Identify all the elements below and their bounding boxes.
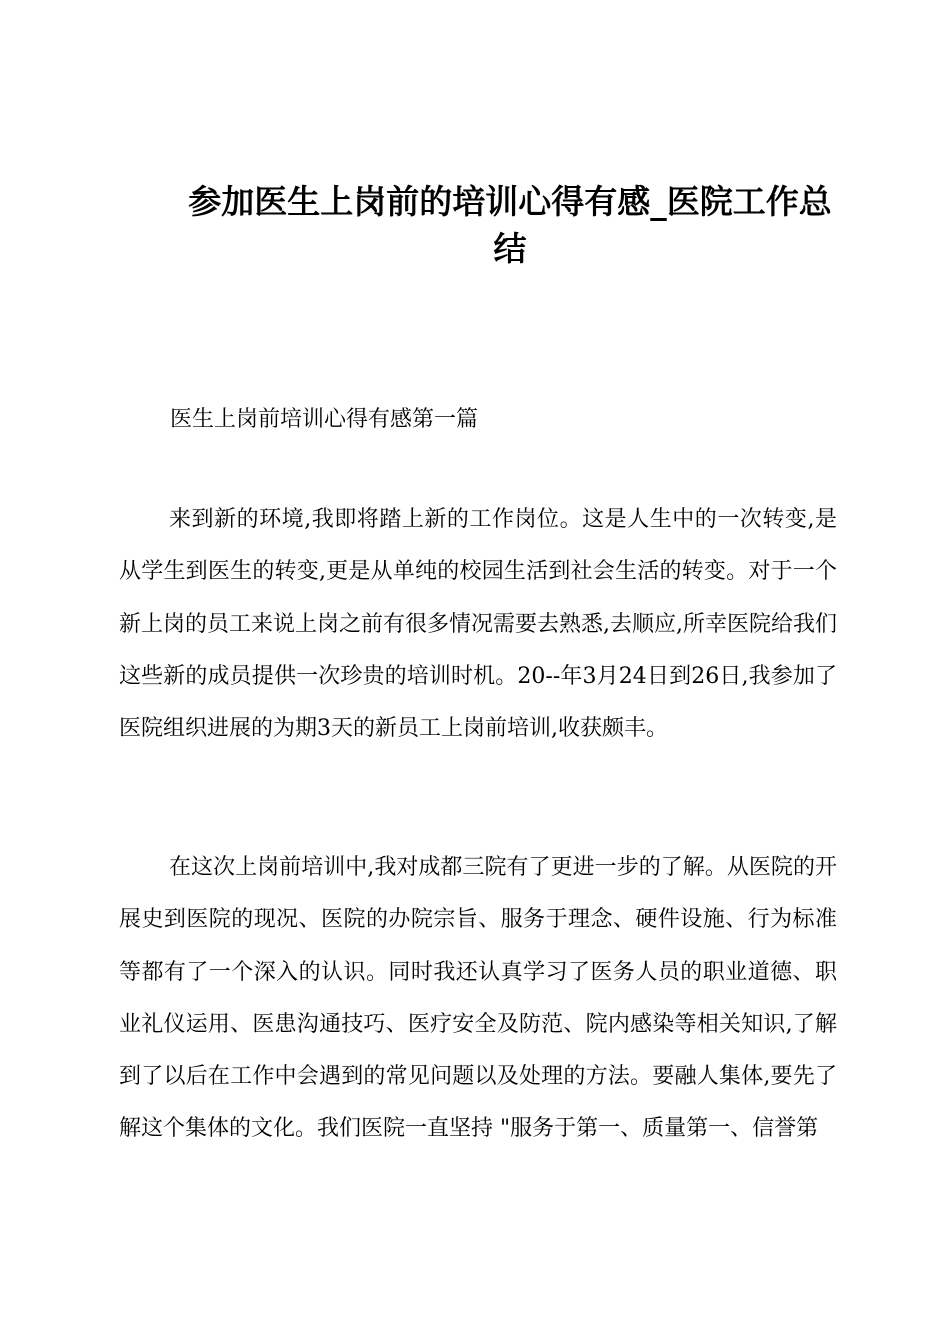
paragraph-1: 来到新的环境,我即将踏上新的工作岗位。这是人生中的一次转变,是从学生到医生的转变,更是从单纯的校园生活到社会生活的转变。对于一个新上岗的员工来说上岗之前有很多情况需要去熟悉,去顺应,所幸医院给我们这些新的成员提供一次珍贵的培训时机。20--年3月24日到26日,我参加了医院组织进展的为期3天的新员工上岗前培训,收获颇丰。 — [119, 507, 837, 742]
document-title: 参加医生上岗前的培训心得有感_医院工作总结 — [188, 182, 832, 268]
section-heading: 医生上岗前培训心得有感第一篇 — [170, 407, 479, 432]
paragraph-2: 在这次上岗前培训中,我对成都三院有了更进一步的了解。从医院的开展史到医院的现况、医院的办院宗旨、服务于理念、硬件设施、行为标准等都有了一个深入的认识。同时我还认真学习了医务人员的职业道德、职业礼仪运用、医患沟通技巧、医疗安全及防范、院内感染等相关知识,了解到了以后在工作中会遇到的常见问题以及处理的方法。要融人集体,要先了解这个集体的文化。我们医院一直坚持 "服务于第一、质量第一、信誉第 — [119, 855, 837, 1142]
